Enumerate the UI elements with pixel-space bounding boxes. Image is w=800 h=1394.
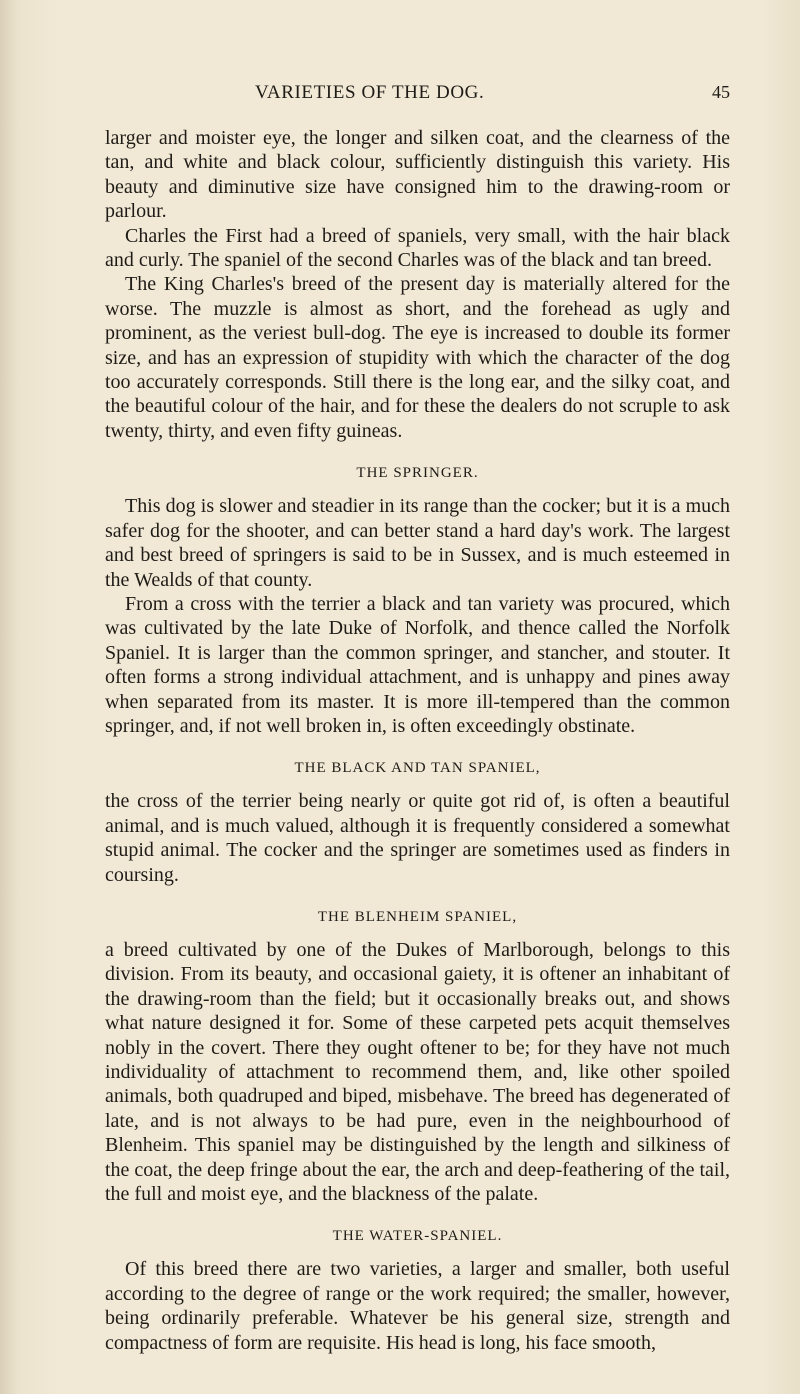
page-content [105, 82, 730, 1355]
paragraph-8: Of this breed there are two varieties, a larger and smaller, both useful according to the degree of range or the work required; the smaller, however, being ordinarily preferable. Whatever be his general size, strength and compactness of form are requisite. His head is long, his face smooth, [105, 1258, 730, 1354]
heading-blenheim-spaniel: THE BLENHEIM SPANIEL, [317, 908, 518, 925]
paragraph-5: From a cross with the terrier a black and tan variety was procured, which was cultivated by the late Duke of Norfolk, and thence called the Norfolk Spaniel. It is larger than the common springer, and stancher, and stouter. It often forms a strong individual attachment, and is unhappy and pines away when separated from its master. It is more ill-tempered than the common springer, and, if not well broken in, is often exceedingly obstinate. [105, 592, 730, 737]
paragraph-3: The King Charles's breed of the present day is materially altered for the worse. The muzzle is almost as short, and the forehead as ugly and prominent, as the veriest bull-dog. The eye is increased to double its former size, and has an expression of stupidity with which the character of the dog too accurately corresponds. Still there is the long ear, and the silky coat, and the beautiful colour of the hair, and for these the dealers do not scruple to ask twenty, thirty, and even fifty guineas. [105, 273, 730, 442]
running-header [105, 82, 730, 112]
paragraph-1: larger and moister eye, the longer and silken coat, and the clearness of the tan, and white and black colour, sufficiently distinguish this variety. His beauty and diminutive size have consigned him to the drawing-room or parlour. [105, 127, 730, 223]
paragraph-2: Charles the First had a breed of spaniels, very small, with the hair black and curly. The spaniel of the second Charles was of the black and tan breed. [105, 224, 730, 272]
paragraph-7: a breed cultivated by one of the Dukes of Marlborough, belongs to this division. From its beauty, and occasional gaiety, it is oftener an inhabitant of the drawing-room than the field; but it occasionally breaks out, and shows what nature designed it for. Some of these carpeted pets acquit themselves nobly in the covert. There they ought oftener to be; for they have not much individuality of attachment to recommend them, and, like other spoiled animals, both quadruped and biped, misbehave. The breed has degenerated of late, and is not always to be had pure, even in the neighbourhood of Blenheim. This spaniel may be distinguished by the length and silkiness of the coat, the deep fringe about the ear, the arch and deep-feathering of the tail, the full and moist eye, and the blackness of the palate. [105, 938, 731, 1206]
paragraph-4: This dog is slower and steadier in its range than the cocker; but it is a much safer dog for the shooter, and can better stand a hard day's work. The largest and best breed of springers is said to be in Sussex, and is much esteemed in the Wealds of that county. [105, 495, 730, 591]
heading-black-tan-spaniel: THE BLACK AND TAN SPANIEL, [294, 760, 541, 777]
paragraph-6: the cross of the terrier being nearly or quite got rid of, is often a beautiful animal, and is much valued, although it is frequently considered a somewhat stupid animal. The cocker and the springer are sometimes used as finders in coursing. [105, 790, 730, 886]
running-title: VARIETIES OF THE DOG. [255, 82, 485, 103]
heading-springer: THE SPRINGER. [356, 465, 479, 482]
page-number: 45 [712, 82, 730, 102]
heading-water-spaniel: THE WATER-SPANIEL. [332, 1228, 503, 1245]
